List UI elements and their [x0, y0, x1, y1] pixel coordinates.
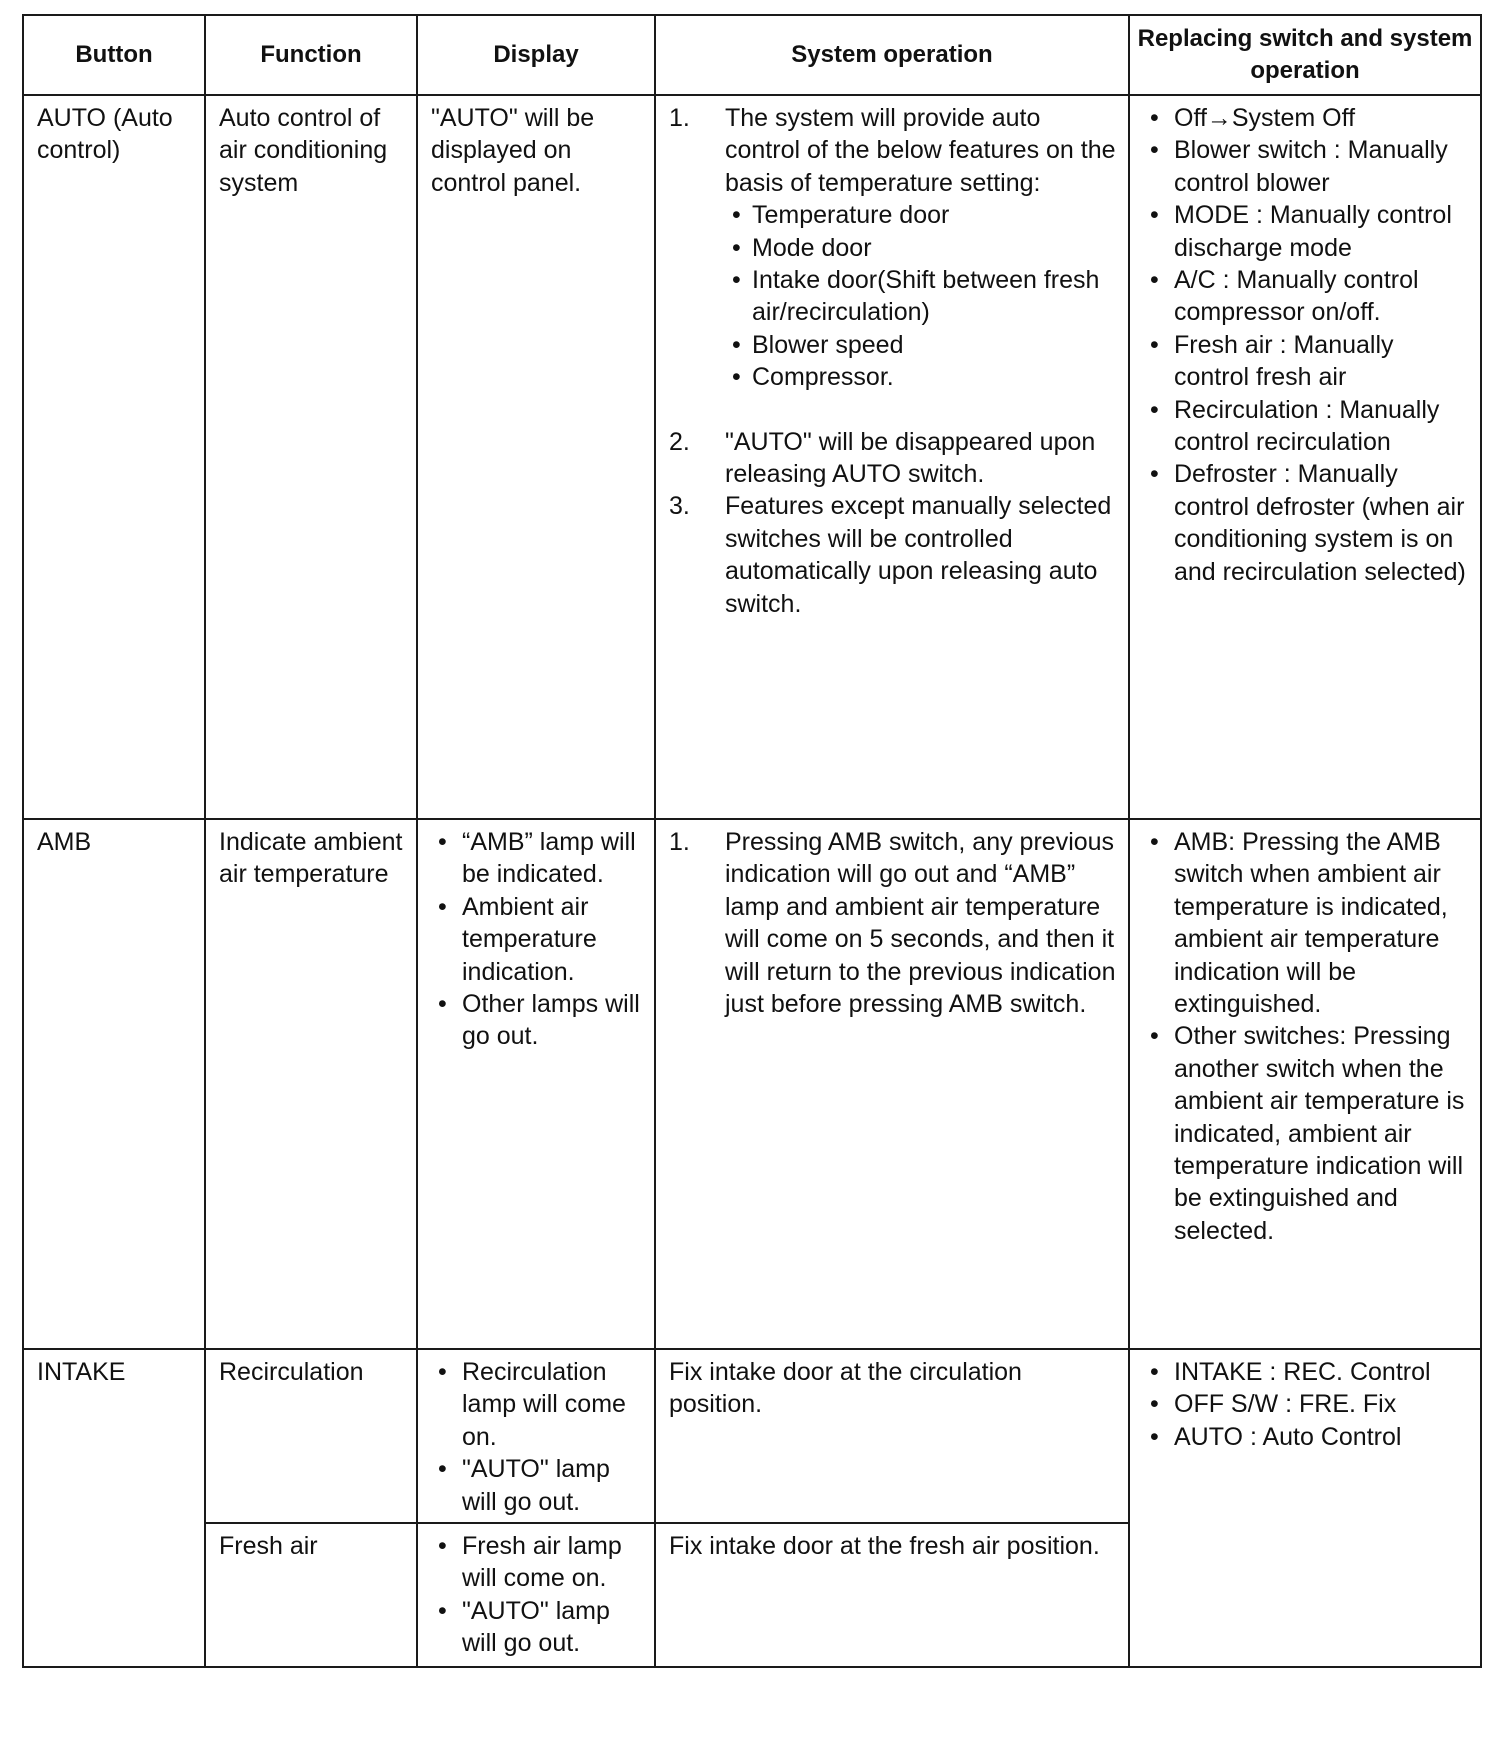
amb-function-cell: Indicate ambient air temperature	[205, 819, 417, 1349]
intake-fresh-display-cell	[417, 1523, 655, 1667]
intake-recirc-display-list	[431, 1356, 644, 1518]
intake-replacing-list	[1143, 1356, 1470, 1453]
row-amb	[23, 819, 1481, 1349]
header-system-operation: System operation	[655, 15, 1129, 95]
auto-feature-list	[725, 199, 1118, 393]
amb-op-1: 1. Pressing AMB switch, any previous indication will go out and “AMB” lamp and ambient air temperature will come on 5 seconds, and then it will return to the previous indication just before pressing AMB switch.	[669, 828, 1116, 1019]
replacing-item: • OFF S/W : FRE. Fix	[1143, 1388, 1470, 1420]
auto-feature-item: • Mode door	[725, 232, 1118, 264]
header-button: Button	[23, 15, 205, 95]
header-replacing: Replacing switch and system operation	[1129, 15, 1481, 95]
amb-display-cell	[417, 819, 655, 1349]
auto-op-2: 2. "AUTO" will be disappeared upon releasing AUTO switch.	[669, 427, 1096, 489]
intake-fresh-function-cell: Fresh air	[205, 1523, 417, 1667]
display-item: • Fresh air lamp will come on.	[431, 1530, 644, 1595]
amb-display-list	[431, 826, 644, 1053]
row-intake-recirculation	[23, 1349, 1481, 1523]
auto-op-1: 1. The system will provide auto control of the below features on the basis of temperature setting:	[669, 104, 1116, 197]
header-function: Function	[205, 15, 417, 95]
replacing-item: • INTAKE : REC. Control	[1143, 1356, 1470, 1388]
auto-replacing-cell	[1129, 95, 1481, 819]
header-display: Display	[417, 15, 655, 95]
replacing-item: • Other switches: Pressing another switch when the ambient air temperature is indicated, ambient air temperature indication will be extinguished and selected.	[1143, 1020, 1470, 1247]
auto-replacing-list	[1143, 102, 1470, 588]
intake-fresh-display-list	[431, 1530, 644, 1660]
replacing-item: • MODE : Manually control discharge mode	[1143, 199, 1470, 264]
auto-button-cell: AUTO (Auto control)	[23, 95, 205, 819]
display-item: • "AUTO" lamp will go out.	[431, 1453, 644, 1518]
row-auto	[23, 95, 1481, 819]
auto-operation-cell	[655, 95, 1129, 819]
auto-feature-item: • Temperature door	[725, 199, 1118, 231]
replacing-item: • A/C : Manually control compressor on/off.	[1143, 264, 1470, 329]
replacing-item: • AUTO : Auto Control	[1143, 1421, 1470, 1453]
intake-replacing-cell	[1129, 1349, 1481, 1667]
auto-feature-item: • Compressor.	[725, 361, 1118, 393]
auto-feature-item: • Intake door(Shift between fresh air/recirculation)	[725, 264, 1118, 329]
replacing-item: • Recirculation : Manually control recirculation	[1143, 394, 1470, 459]
amb-operation-list	[669, 826, 1118, 1020]
auto-display-cell: "AUTO" will be displayed on control panel.	[417, 95, 655, 819]
replacing-item: • Fresh air : Manually control fresh air	[1143, 329, 1470, 394]
display-item: • Ambient air temperature indication.	[431, 891, 644, 988]
auto-operation-list	[669, 102, 1118, 199]
amb-replacing-cell	[1129, 819, 1481, 1349]
auto-operation-list-cont	[669, 426, 1118, 620]
replacing-item: • Defroster : Manually control defroster (when air conditioning system is on and recirculation selected)	[1143, 458, 1470, 588]
ac-switch-table	[22, 14, 1482, 1668]
amb-replacing-list	[1143, 826, 1470, 1247]
intake-recirc-operation-cell: Fix intake door at the circulation position.	[655, 1349, 1129, 1523]
spacer	[669, 394, 1118, 426]
intake-recirc-function-cell: Recirculation	[205, 1349, 417, 1523]
intake-recirc-display-cell	[417, 1349, 655, 1523]
display-item: • Recirculation lamp will come on.	[431, 1356, 644, 1453]
replacing-item: • Blower switch : Manually control blower	[1143, 134, 1470, 199]
intake-button-cell: INTAKE	[23, 1349, 205, 1667]
display-item: • “AMB” lamp will be indicated.	[431, 826, 644, 891]
replacing-item: • Off→System Off	[1143, 102, 1470, 134]
auto-function-cell: Auto control of air conditioning system	[205, 95, 417, 819]
display-item: • "AUTO" lamp will go out.	[431, 1595, 644, 1660]
amb-button-cell: AMB	[23, 819, 205, 1349]
intake-fresh-operation-cell: Fix intake door at the fresh air position.	[655, 1523, 1129, 1667]
amb-operation-cell	[655, 819, 1129, 1349]
replacing-item: • AMB: Pressing the AMB switch when ambient air temperature is indicated, ambient air temperature indication will be extinguished.	[1143, 826, 1470, 1020]
auto-op-3: 3. Features except manually selected switches will be controlled automatically upon releasing auto switch.	[669, 492, 1112, 618]
auto-feature-item: • Blower speed	[725, 329, 1118, 361]
display-item: • Other lamps will go out.	[431, 988, 644, 1053]
header-row	[23, 15, 1481, 95]
